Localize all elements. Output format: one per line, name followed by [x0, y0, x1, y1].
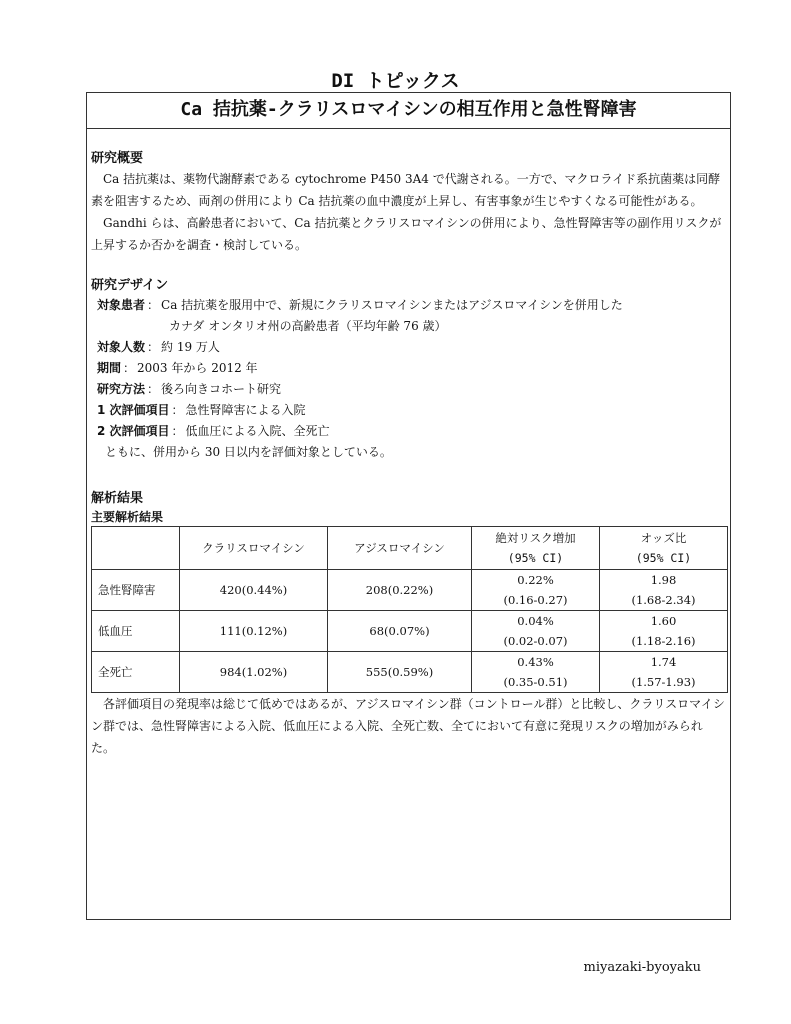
- design-value: Ca 拮抗薬を服用中で、新規にクラリスロマイシンまたはアジスロマイシンを併用した: [161, 298, 623, 312]
- analysis-heading: 解析結果: [91, 491, 144, 506]
- or-ci: (1.57-1.93): [631, 675, 696, 689]
- table-header-row: [92, 527, 728, 570]
- column-header: アジスロマイシン: [328, 527, 472, 570]
- footer-text: miyazaki-byoyaku: [583, 960, 701, 975]
- document-frame: [86, 92, 731, 920]
- results-table: [91, 526, 728, 693]
- cell-odds-ratio: [600, 652, 728, 693]
- or-value: 1.98: [650, 573, 677, 587]
- summary-heading: 研究概要: [91, 151, 144, 166]
- design-item: 2 次評価項目 ： 低血圧による入院、全死亡: [91, 421, 726, 442]
- design-value: 急性腎障害による入院: [185, 403, 306, 417]
- ari-ci: (0.02-0.07): [503, 634, 568, 648]
- row-label: 低血圧: [92, 611, 180, 652]
- row-label: 急性腎障害: [92, 570, 180, 611]
- design-list: [91, 295, 726, 442]
- topic-heading: DI トピックス: [331, 70, 460, 92]
- cell-absolute-risk: [472, 652, 600, 693]
- ari-ci: (0.35-0.51): [503, 675, 568, 689]
- ari-value: 0.43%: [517, 655, 554, 669]
- column-header-sub: (95% CI): [507, 551, 564, 565]
- cell-azithromycin: 555(0.59%): [328, 652, 472, 693]
- ari-ci: (0.16-0.27): [503, 593, 568, 607]
- column-header: [92, 527, 180, 570]
- design-note: ともに、併用から 30 日以内を評価対象としている。: [105, 445, 392, 459]
- table-row: [92, 611, 728, 652]
- cell-azithromycin: 68(0.07%): [328, 611, 472, 652]
- table-row: [92, 570, 728, 611]
- design-value: 約 19 万人: [161, 340, 220, 354]
- cell-clarithromycin: 111(0.12%): [180, 611, 328, 652]
- design-term: 研究方法: [97, 382, 146, 396]
- design-term: 対象人数: [97, 340, 146, 354]
- summary-paragraph-2: Gandhi らは、高齢患者において、Ca 拮抗薬とクラリスロマイシンの併用により、急性腎障害等の副作用リスクが上昇するか否かを調査・検討している。: [91, 216, 722, 252]
- design-term: 1 次評価項目: [97, 403, 170, 417]
- ari-value: 0.04%: [517, 614, 554, 628]
- analysis-conclusion: 各評価項目の発現率は総じて低めではあるが、アジスロマイシン群（コントロール群）と比較し、クラリスロマイシン群では、急性腎障害による入院、低血圧による入院、全死亡数、全てにおいて有意に発現リスクの増加がみられた。: [91, 697, 725, 755]
- ari-value: 0.22%: [517, 573, 554, 587]
- design-value: 後ろ向きコホート研究: [161, 382, 282, 396]
- design-item: 対象人数 ： 約 19 万人: [91, 337, 726, 358]
- design-term: 期間: [97, 361, 122, 375]
- design-term: 2 次評価項目: [97, 424, 170, 438]
- column-header: [472, 527, 600, 570]
- column-header-label: オッズ比: [640, 531, 687, 545]
- or-value: 1.60: [650, 614, 677, 628]
- or-value: 1.74: [650, 655, 677, 669]
- design-value: 2003 年から 2012 年: [137, 361, 258, 375]
- column-header-label: 絶対リスク増加: [495, 531, 576, 545]
- or-ci: (1.18-2.16): [631, 634, 696, 648]
- cell-odds-ratio: [600, 611, 728, 652]
- summary-paragraph-1: Ca 拮抗薬は、薬物代謝酵素である cytochrome P450 3A4 で代謝される。一方で、マクロライド系抗菌薬は同酵素を阻害するため、両剤の併用により Ca 拮抗薬の血中濃度が上昇し、有害事象が生じやすくなる可能性がある。: [91, 172, 721, 208]
- design-term: 対象患者: [97, 298, 146, 312]
- document-body: [91, 129, 726, 759]
- column-header: [600, 527, 728, 570]
- design-value: 低血圧による入院、全死亡: [185, 424, 330, 438]
- cell-absolute-risk: [472, 570, 600, 611]
- design-item: 研究方法 ： 後ろ向きコホート研究: [91, 379, 726, 400]
- analysis-subheading: 主要解析結果: [91, 510, 164, 524]
- or-ci: (1.68-2.34): [631, 593, 696, 607]
- design-heading: 研究デザイン: [91, 278, 169, 293]
- table-row: [92, 652, 728, 693]
- column-header: クラリスロマイシン: [180, 527, 328, 570]
- cell-clarithromycin: 984(1.02%): [180, 652, 328, 693]
- cell-absolute-risk: [472, 611, 600, 652]
- design-item: 期間 ： 2003 年から 2012 年: [91, 358, 726, 379]
- design-item: 対象患者 ： Ca 拮抗薬を服用中で、新規にクラリスロマイシンまたはアジスロマイシンを併用した: [91, 295, 726, 316]
- row-label: 全死亡: [92, 652, 180, 693]
- cell-azithromycin: 208(0.22%): [328, 570, 472, 611]
- cell-odds-ratio: [600, 570, 728, 611]
- column-header-sub: (95% CI): [635, 551, 692, 565]
- design-item: 1 次評価項目 ： 急性腎障害による入院: [91, 400, 726, 421]
- page-title: Ca 拮抗薬-クラリスロマイシンの相互作用と急性腎障害: [87, 93, 730, 129]
- cell-clarithromycin: 420(0.44%): [180, 570, 328, 611]
- design-value-continued: カナダ オンタリオ州の高齢患者（平均年齢 76 歳）: [169, 319, 447, 333]
